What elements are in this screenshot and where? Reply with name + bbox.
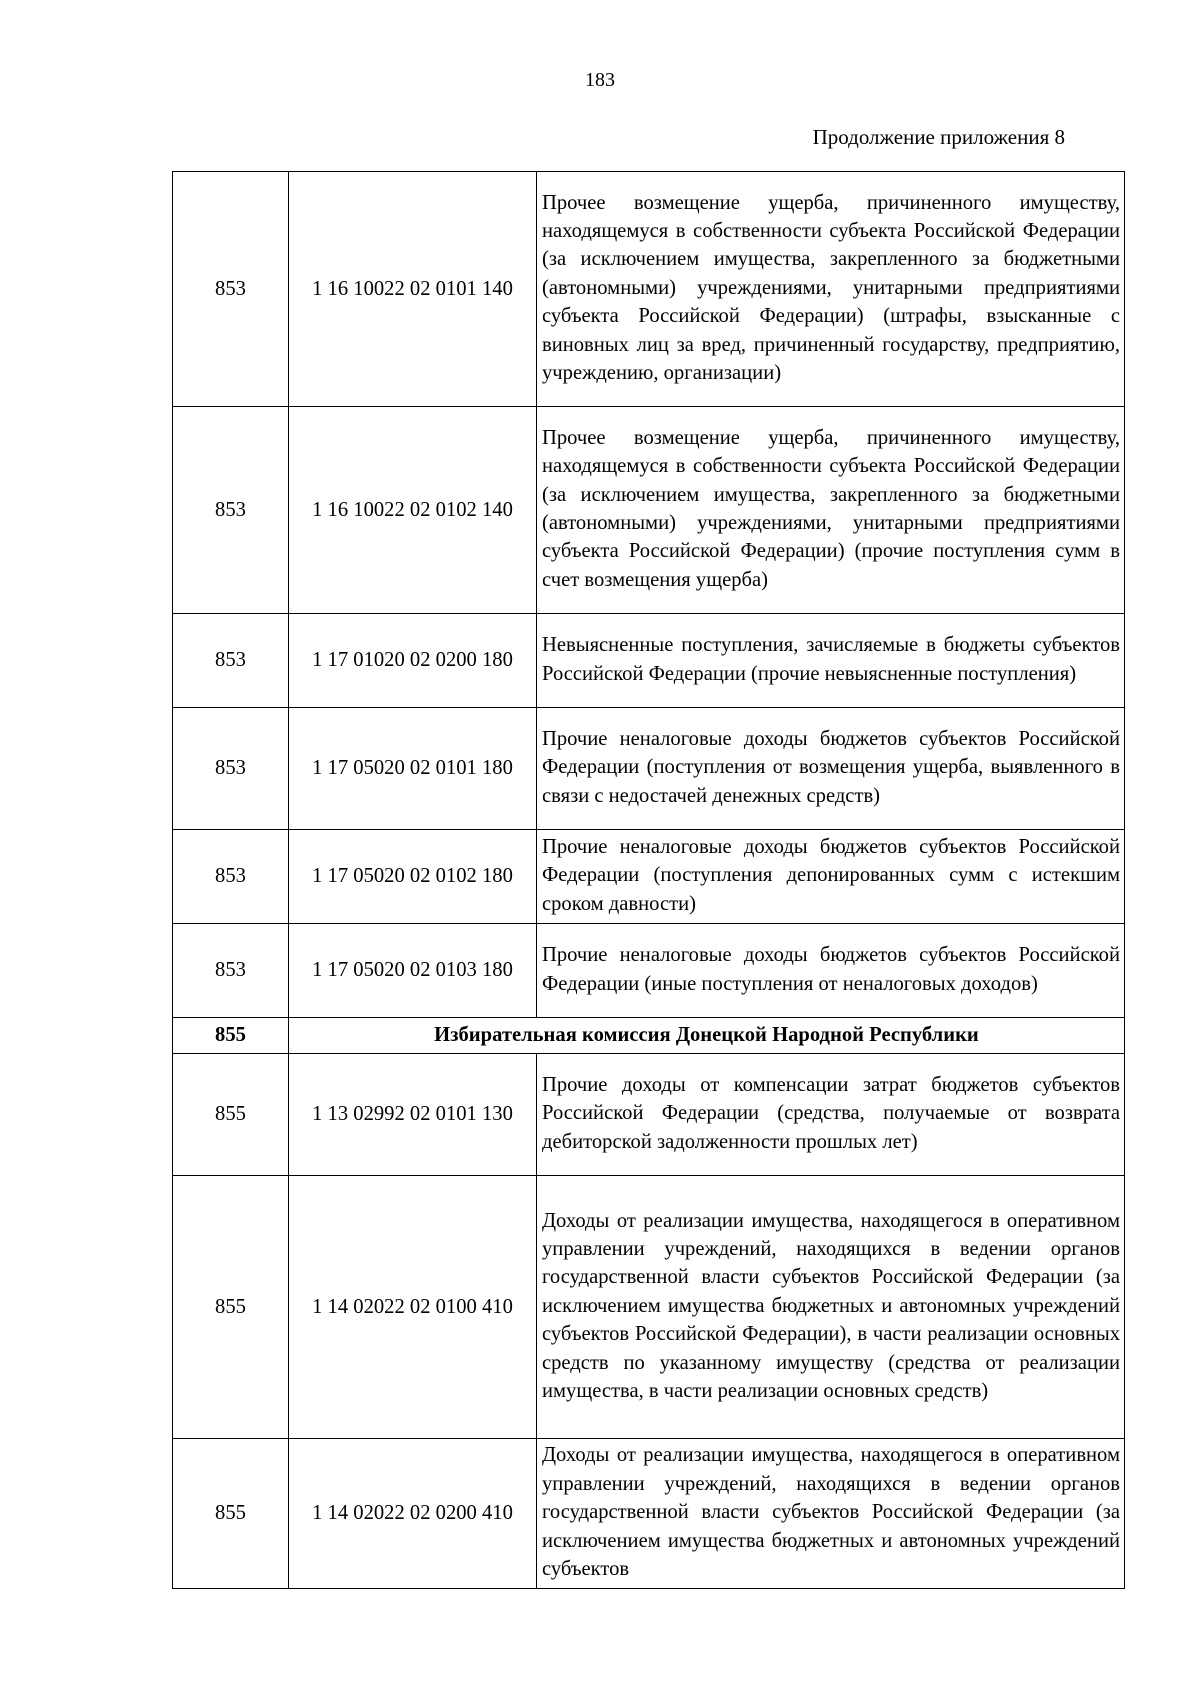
admin-code-cell: 853 [173,614,289,708]
description-cell: Прочее возмещение ущерба, причиненного имуществу, находящемуся в собственности субъекта Российской Федерации (за исключением имущества, закрепленного за бюджетными (автономными) учреждениями, унитарными предприятиями субъекта Российской Федерации) (прочие поступления сумм в счет возмещения ущерба) [537,407,1125,614]
description-cell: Прочие доходы от компенсации затрат бюджетов субъектов Российской Федерации (средства, получаемые от возврата дебиторской задолженности прошлых лет) [537,1054,1125,1176]
admin-code-cell: 855 [173,1439,289,1589]
budget-code-cell: 1 13 02992 02 0101 130 [289,1054,537,1176]
admin-code-cell: 853 [173,172,289,407]
description-cell: Невыясненные поступления, зачисляемые в бюджеты субъектов Российской Федерации (прочие невыясненные поступления) [537,614,1125,708]
revenue-codes-table [172,171,1125,1589]
budget-code-cell: 1 16 10022 02 0102 140 [289,407,537,614]
section-title: Избирательная комиссия Донецкой Народной Республики [289,1018,1125,1054]
description-cell: Прочие неналоговые доходы бюджетов субъектов Российской Федерации (поступления от возмещения ущерба, выявленного в связи с недостачей денежных средств) [537,708,1125,830]
page-number: 183 [585,69,615,91]
admin-code-cell: 853 [173,407,289,614]
table-row [173,924,1125,1018]
description-cell: Прочее возмещение ущерба, причиненного имуществу, находящемуся в собственности субъекта Российской Федерации (за исключением имущества, закрепленного за бюджетными (автономными) учреждениями, унитарными предприятиями субъекта Российской Федерации) (штрафы, взысканные с виновных лиц за вред, причиненный государству, предприятию, учреждению, организации) [537,172,1125,407]
budget-code-cell: 1 14 02022 02 0100 410 [289,1176,537,1439]
appendix-continuation-note: Продолжение приложения 8 [812,125,1065,149]
budget-code-cell: 1 17 05020 02 0103 180 [289,924,537,1018]
admin-code-cell: 855 [173,1176,289,1439]
table-row [173,1176,1125,1439]
budget-code-cell: 1 17 01020 02 0200 180 [289,614,537,708]
admin-code-cell: 855 [173,1054,289,1176]
table-row [173,1054,1125,1176]
budget-code-cell: 1 16 10022 02 0101 140 [289,172,537,407]
table-row [173,407,1125,614]
section-header-row [173,1018,1125,1054]
admin-code-cell: 853 [173,924,289,1018]
section-admin-code: 855 [173,1018,289,1054]
description-cell: Прочие неналоговые доходы бюджетов субъектов Российской Федерации (поступления депонированных сумм с истекшим сроком давности) [537,830,1125,924]
description-cell: Прочие неналоговые доходы бюджетов субъектов Российской Федерации (иные поступления от неналоговых доходов) [537,924,1125,1018]
table-row [173,708,1125,830]
description-cell: Доходы от реализации имущества, находящегося в оперативном управлении учреждений, находящихся в ведении органов государственной власти субъектов Российской Федерации (за исключением имущества бюджетных и автономных учреждений субъектов Российской Федерации), в части реализации основных средств по указанному имуществу (средства от реализации имущества, в части реализации основных средств) [537,1176,1125,1439]
budget-code-cell: 1 17 05020 02 0102 180 [289,830,537,924]
table-row [173,614,1125,708]
description-cell: Доходы от реализации имущества, находящегося в оперативном управлении учреждений, находящихся в ведении органов государственной власти субъектов Российской Федерации (за исключением имущества бюджетных и автономных учреждений субъектов [537,1439,1125,1589]
admin-code-cell: 853 [173,708,289,830]
budget-code-cell: 1 14 02022 02 0200 410 [289,1439,537,1589]
admin-code-cell: 853 [173,830,289,924]
table-row [173,1439,1125,1589]
table-row [173,830,1125,924]
table-row [173,172,1125,407]
budget-code-cell: 1 17 05020 02 0101 180 [289,708,537,830]
